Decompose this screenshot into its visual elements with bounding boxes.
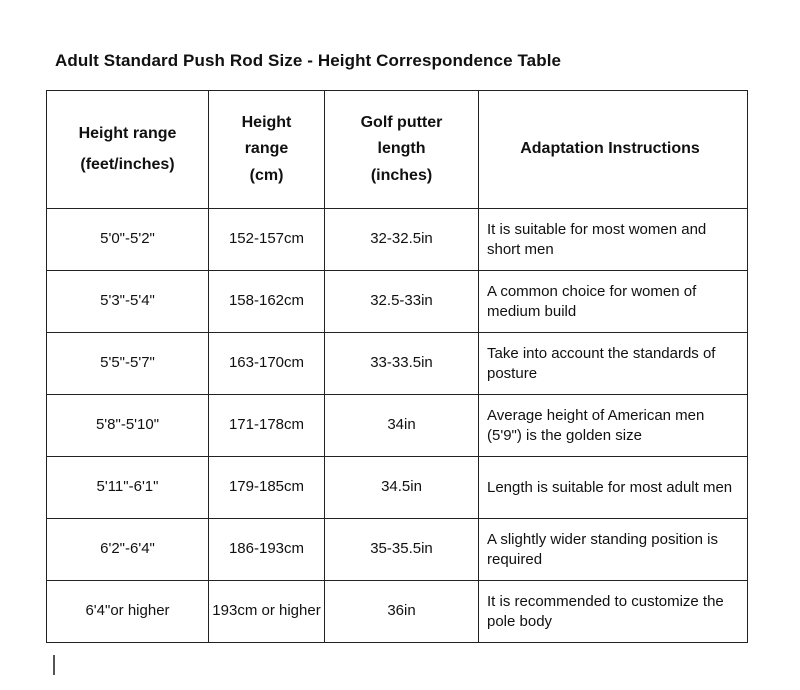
header-text: Height range (78, 125, 177, 143)
table-row (47, 395, 748, 457)
document-title: Adult Standard Push Rod Size - Height Correspondence Table (55, 51, 562, 70)
cell-height-ft: 5'11"-6'1" (47, 457, 209, 519)
cell-putter-length: 32-32.5in (325, 209, 479, 271)
cell-instructions: Length is suitable for most adult men (479, 457, 748, 519)
cell-putter-length: 32.5-33in (325, 271, 479, 333)
table-row (47, 333, 748, 395)
table-row (47, 581, 748, 643)
table-row (47, 209, 748, 271)
header-putter-length (325, 91, 479, 209)
table-row (47, 271, 748, 333)
cell-instructions: A slightly wider standing position is required (479, 519, 748, 581)
header-text: Adaptation Instructions (520, 140, 700, 158)
cell-height-ft: 6'2"-6'4" (47, 519, 209, 581)
table-header-row (47, 91, 748, 209)
cell-height-ft: 5'0"-5'2" (47, 209, 209, 271)
text-cursor[interactable] (53, 655, 55, 675)
header-instructions (479, 91, 748, 209)
table-row (47, 519, 748, 581)
cell-height-cm: 171-178cm (209, 395, 325, 457)
cell-instructions: Average height of American men (5'9") is the golden size (479, 395, 748, 457)
cell-instructions: Take into account the standards of posture (479, 333, 748, 395)
cell-height-cm: 163-170cm (209, 333, 325, 395)
cell-height-cm: 158-162cm (209, 271, 325, 333)
cell-instructions: It is recommended to customize the pole body (479, 581, 748, 643)
header-text: Golf putter (360, 113, 443, 131)
cell-putter-length: 34in (325, 395, 479, 457)
cell-height-ft: 5'8"-5'10" (47, 395, 209, 457)
cell-height-ft: 5'5"-5'7" (47, 333, 209, 395)
cell-height-cm: 179-185cm (209, 457, 325, 519)
header-text: Height (241, 113, 292, 131)
cell-instructions: A common choice for women of medium build (479, 271, 748, 333)
height-correspondence-table (46, 90, 748, 643)
cell-height-ft: 6'4"or higher (47, 581, 209, 643)
header-height-ft (47, 91, 209, 209)
cell-putter-length: 33-33.5in (325, 333, 479, 395)
cell-height-cm: 152-157cm (209, 209, 325, 271)
header-text: (inches) (370, 166, 433, 184)
cell-height-cm: 193cm or higher (209, 581, 325, 643)
cell-putter-length: 36in (325, 581, 479, 643)
header-text: length (377, 140, 426, 158)
cell-instructions: It is suitable for most women and short men (479, 209, 748, 271)
header-height-cm (209, 91, 325, 209)
cell-height-cm: 186-193cm (209, 519, 325, 581)
header-text: (cm) (249, 166, 284, 184)
cell-putter-length: 34.5in (325, 457, 479, 519)
cell-putter-length: 35-35.5in (325, 519, 479, 581)
header-text: (feet/inches) (80, 155, 175, 173)
cell-height-ft: 5'3"-5'4" (47, 271, 209, 333)
table-row (47, 457, 748, 519)
header-text: range (244, 140, 289, 158)
